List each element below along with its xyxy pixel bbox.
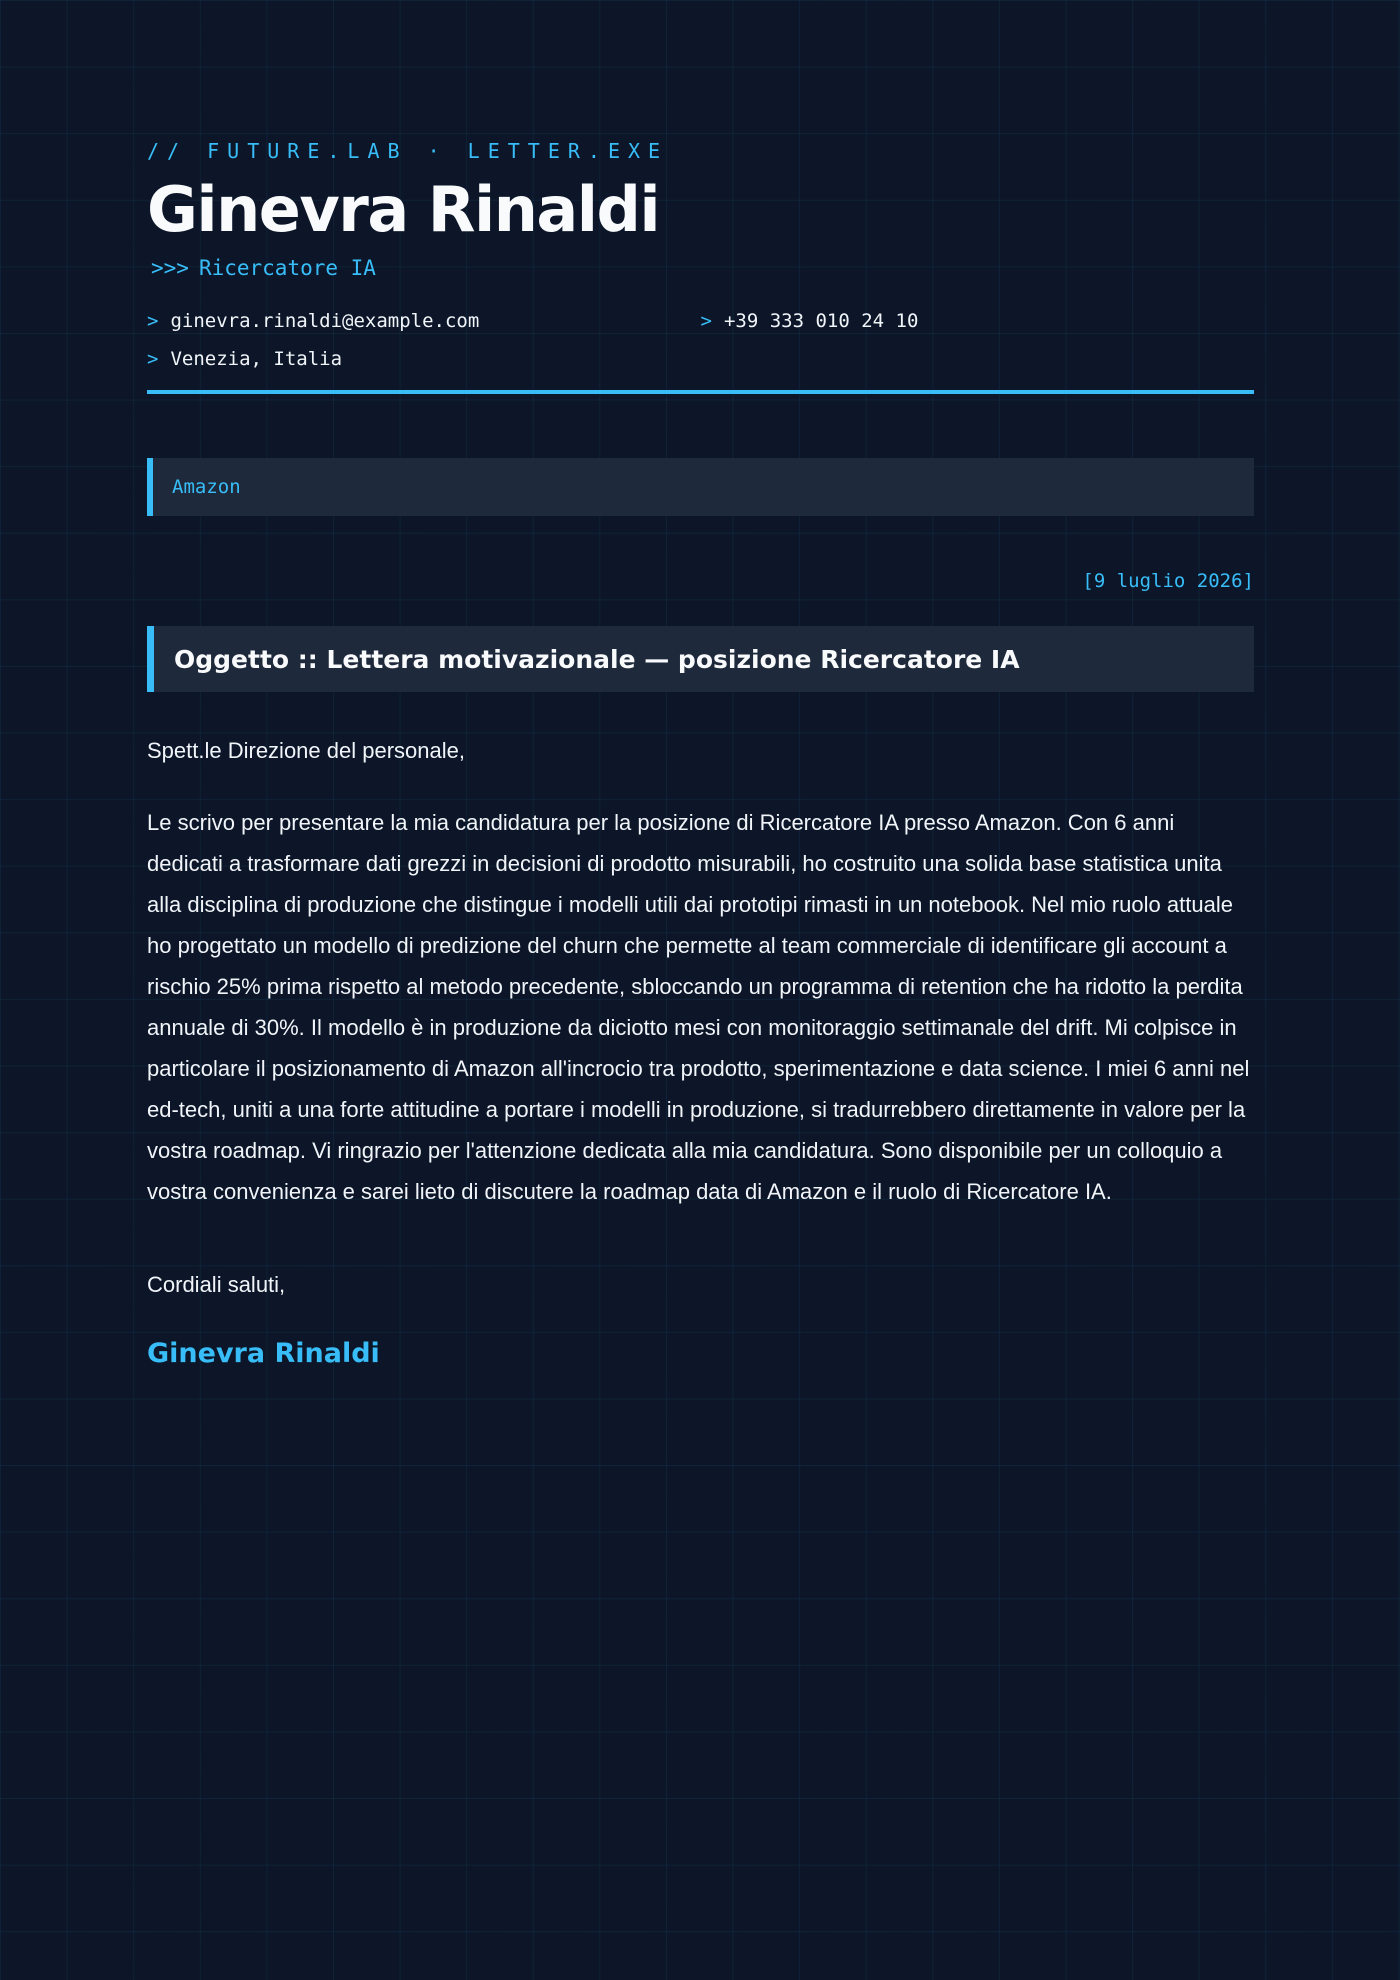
closing: Cordiali saluti, xyxy=(147,1272,286,1297)
header-divider xyxy=(147,390,1254,394)
contact-email xyxy=(147,302,701,340)
salutation: Spett.le Direzione del personale, xyxy=(147,738,465,763)
recipient-company: Amazon xyxy=(172,476,241,498)
subject-box xyxy=(147,626,1254,692)
letter-header xyxy=(147,138,1254,394)
contact-row xyxy=(147,302,1254,340)
contact-phone xyxy=(701,302,1255,340)
header-kicker: // FUTURE.LAB · LETTER.EXE xyxy=(147,139,669,163)
sender-role: Ricercatore IA xyxy=(198,256,376,280)
contact-marker: > xyxy=(147,310,159,332)
contact-block xyxy=(147,302,1254,378)
sender-name: Ginevra Rinaldi xyxy=(147,173,660,246)
subject-text: Oggetto :: Lettera motivazionale — posizione Ricercatore IA xyxy=(174,644,1020,674)
contact-row xyxy=(147,340,1254,378)
contact-marker: > xyxy=(700,310,712,332)
sender-role-line xyxy=(151,254,1254,282)
letter-content xyxy=(147,138,1254,1372)
email-text[interactable]: ginevra.rinaldi@example.com xyxy=(170,310,480,332)
recipient-box xyxy=(147,458,1254,516)
contact-marker: > xyxy=(147,348,159,370)
letter-date: [9 luglio 2026] xyxy=(1082,570,1254,592)
signature: Ginevra Rinaldi xyxy=(147,1338,380,1369)
contact-location xyxy=(147,340,714,378)
letter-body: Le scrivo per presentare la mia candidatura per la posizione di Ricercatore IA presso Amazon. Con 6 anni dedicati a trasformare dati grezzi in decisioni di prodotto misurabili, ho costruito una solida base statistica unita alla disciplina di produzione che distingue i modelli utili dai prototipi rimasti in un notebook. Nel mio ruolo attuale ho progettato un modello di predizione del churn che permette al team commerciale di identificare gli account a rischio 25% prima rispetto al metodo precedente, sbloccando un programma di retention che ha ridotto la perdita annuale di 30%. Il modello è in produzione da diciotto mesi con monitoraggio settimanale del drift. Mi colpisce in particolare il posizionamento di Amazon all'incrocio tra prodotto, sperimentazione e data science. I miei 6 anni nel ed-tech, uniti a una forte attitudine a portare i modelli in produzione, si tradurrebbero direttamente in valore per la vostra roadmap. Vi ringrazio per l'attenzione dedicata alla mia candidatura. Sono disponibile per un colloquio a vostra convenienza e sarei lieto di discutere la roadmap data di Amazon e il ruolo di Ricercatore IA. xyxy=(147,810,1250,1204)
role-prompt: >>> xyxy=(151,256,189,280)
location-text: Venezia, Italia xyxy=(170,348,343,370)
phone-text[interactable]: +39 333 010 24 10 xyxy=(723,310,919,332)
